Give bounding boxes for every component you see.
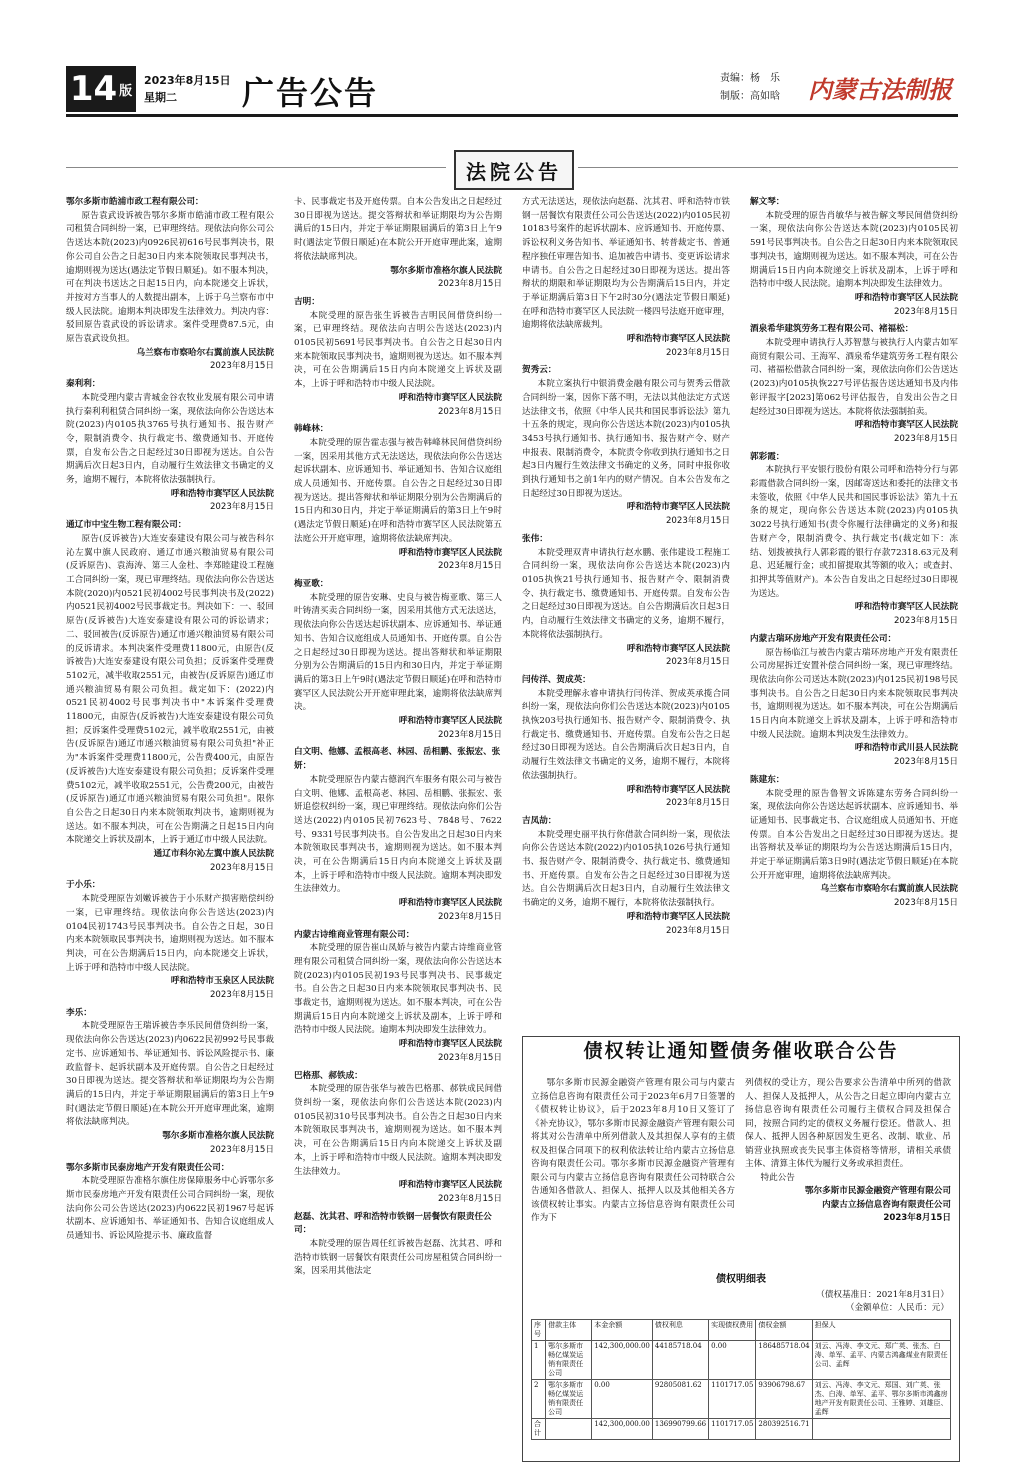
notice-column-4 xyxy=(750,196,958,915)
notice-court: 鄂尔多斯市准格尔旗人民法院 xyxy=(162,1131,274,1142)
table-cell: 1 xyxy=(532,1341,546,1380)
notice-body: 本院受理的原告崔山凤娇与被告内蒙古诗维商业管理有限公司租赁合同纠纷一案，现依法向你公告送达本院(2023)内0105民初193号民事判决书、民事裁定书。自公告之日起30日内来本院领取民事判决书、民事裁定书，逾期则视为送达。如不服本判决，可在公告期满后15日内向本院递交上诉状及副本，上诉于呼和浩特市中级人民法院。逾期本判决即发生法律效力。 xyxy=(294,943,502,1036)
notice-date: 2023年8月15日 xyxy=(665,657,730,668)
notice-addressee: 白文明、他娜、孟根高老、林园、岳相鹏、张振宏、张妍： xyxy=(294,747,501,772)
table-body xyxy=(532,1341,951,1440)
court-notice xyxy=(294,929,502,1066)
notice-body: 原告杨临江与被告内蒙古瑞环房地产开发有限责任公司房屋拆迁安置补偿合同纠纷一案，现已审理终结。现依法向你公司送达本院(2023)内0125民初198号民事判决书。自公告之日起30日内来本院领取民事判决书，逾期则视为送达。如不服本判决，可在公告期满后15日内向本院递交上诉状及副本，上诉于呼和浩特市中级人民法院。逾期本判决发生法律效力。 xyxy=(750,647,958,740)
notice-addressee: 解文琴： xyxy=(750,197,785,207)
section-title: 广告公告 xyxy=(242,74,379,112)
notice-court: 呼和浩特市赛罕区人民法院 xyxy=(854,292,958,303)
notice-addressee: 酒泉希华建筑劳务工程有限公司、褚福松： xyxy=(750,324,914,335)
notice-column-1 xyxy=(66,196,274,1248)
table-cell: 280392516.71 xyxy=(756,1419,812,1440)
debt-transfer-notice xyxy=(522,1036,960,1462)
notice-date: 2023年8月15日 xyxy=(665,347,730,358)
notice-date: 2023年8月15日 xyxy=(893,757,958,768)
court-notice xyxy=(750,633,958,770)
court-notice xyxy=(66,196,274,374)
table-cell: 1101717.05 xyxy=(709,1380,756,1419)
banner-line-right xyxy=(578,167,958,168)
notice-court: 呼和浩特市赛罕区人民法院 xyxy=(398,898,502,909)
notice-date: 2023年8月15日 xyxy=(437,1193,502,1204)
notice-column-3 xyxy=(522,196,730,942)
table-row xyxy=(532,1419,951,1440)
notice-addressee: 赵磊、沈其君、呼和浩特市铁钢一居餐饮有限责任公司： xyxy=(294,1211,492,1236)
notice-body: 本院受理原告准格尔旗住房保障服务中心诉鄂尔多斯市民泰房地产开发有限责任公司合同纠纷一案，现依法向你公司公告送达(2023)内0622民初1967号起诉状副本、应诉通知书、举证通知书、告知合议庭组成人员通知书、诉讼风险提示书、廉政监督 xyxy=(66,1176,274,1242)
notice-body: 本院受理双青申请执行赵水鹏、张伟建设工程施工合同纠纷一案，现依法向你公告送达本院(2023)内0105执恢21号执行通知书、报告财产令、限制消费令、执行裁定书、缴费通知书、开庭传票。自发布公告之日起经过30日即视为送达。自公告期满后次日起3日内，自动履行生效法律文书确定的义务，逾期不履行，本院将依法强制执行。 xyxy=(522,547,730,640)
notice-addressee: 通辽市中宝生物工程有限公司： xyxy=(66,520,187,531)
notice-addressee: 闫传洋、贺成英： xyxy=(522,674,591,685)
notice-court: 呼和浩特市赛罕区人民法院 xyxy=(398,547,502,558)
notice-body: 本院受理的原告霍志强与被告韩峰林民间借贷纠纷一案，因采用其他方式无法送达，现依法向你公告送达起诉状副本、应诉通知书、举证通知书、告知合议庭组成人员通知书、开庭传票。自公告之日起经过30日即视为送达。提出答辩状和举证期限分别为公告期满后的15日内和30日内，并定于举证期满后的第3日上午9时(遇法定节假日顺延)在呼和浩特市赛罕区人民法院第五法庭公开开庭审理，逾期将依法缺席判决。 xyxy=(294,437,502,544)
notice-court: 呼和浩特市赛罕区人民法院 xyxy=(398,1180,502,1191)
notice-date: 2023年8月15日 xyxy=(893,898,958,909)
table-header-cell: 担保人 xyxy=(812,1320,950,1341)
table-cell: 刘云、冯涛、李文元、郑国、刘广英、张杰、白涛、单军、孟平、鄂尔多斯市鸿鑫房地产开发有限责任公司、王雅婷、刘雄臣、孟辉 xyxy=(812,1380,950,1419)
table-header-row xyxy=(532,1320,951,1341)
table-cell: 92805081.62 xyxy=(652,1380,708,1419)
notice-date: 2023年8月15日 xyxy=(893,616,958,627)
notice-body: 本院受理的原告张生诉被告吉明民间借贷纠纷一案，已审理终结。现依法向吉明公告送达(2023)内0105民初5691号民事判决书。自公告之日起30日内来本院领取民事判决书，逾期则视为送达。如不服本判决，可在公告期满后15日内向本院递交上诉状及副本，上诉于呼和浩特市中级人民法院。 xyxy=(294,310,502,390)
notice-addressee: 吉明： xyxy=(294,296,320,307)
notice-addressee: 内蒙古瑞环房地产开发有限责任公司： xyxy=(750,633,897,644)
notice-date: 2023年8月15日 xyxy=(209,361,274,372)
notice-body: 本院受理的原告安琳、史良与被告梅亚歌、第三人叶铸清买卖合同纠纷一案，因采用其他方式无法送达，现依法向你公告送达起诉状副本、应诉通知书、举证通知书、告知合议庭组成人员通知书、开庭传票。自公告之日起经过30日即视为送达。提出答辩状和举证期限分别为公告期满后的15日内和30日内，并定于举证期满后的第3日上午9时(遇法定节假日顺延)在呼和浩特市赛罕区人民法院公开开庭审理此案，逾期将依法缺席判决。 xyxy=(294,592,502,713)
table-cell: 0.00 xyxy=(709,1341,756,1380)
notice-addressee: 贺秀云： xyxy=(522,365,557,376)
court-notice xyxy=(522,364,730,528)
table-cell: 刘云、冯涛、李文元、郑广英、张杰、白涛、单军、孟平、内蒙古鸿鑫煤业有限责任公司、孟辉 xyxy=(812,1341,950,1380)
notice-date: 2023年8月15日 xyxy=(209,502,274,513)
court-notice xyxy=(66,519,274,875)
notice-court: 呼和浩特市赛罕区人民法院 xyxy=(626,643,730,654)
issue-date xyxy=(144,72,231,106)
notice-court: 呼和浩特市赛罕区人民法院 xyxy=(398,716,502,727)
notice-body: 本院受理原告刘嫩诉被告于小乐财产损害赔偿纠纷一案，已审理终结。现依法向你公告送达(2023)内0104民初1743号民事判决书。自公告之日起，30日内来本院领取民事判决书，逾期则视为送达。如不服本判决，可在公告期满后15日内，向本院递交上诉状，上诉于呼和浩特市中级人民法院。 xyxy=(66,894,274,973)
schedule-title: 债权明细表 xyxy=(716,1274,766,1285)
notice-court: 乌兰察布市察哈尔右翼前旗人民法院 xyxy=(820,884,958,895)
notice-body: 本院执行平安银行股份有限公司呼和浩特分行与郭彩霞借款合同纠纷一案，因邮寄送达和委托的法律文书未签收，依照《中华人民共和国民事诉讼法》第九十五条的规定，现向你公告送达本院(2023)内0105执3022号执行通知书(责令你履行法律确定的义务)和报告财产令，限制消费令、执行裁定书(裁定如下：冻结、划拨被执行人郭彩霞的银行存款72318.63元及利息、迟延履行金；或扣留提取其等额的收入；或查封、扣押其等值财产)。本公告自发出之日起经过30日即视为送达。 xyxy=(750,465,958,599)
notice-court: 呼和浩特市赛罕区人民法院 xyxy=(626,334,730,345)
table-cell: 142,300,000.00 xyxy=(592,1419,653,1440)
date-text: 2023年8月15日 xyxy=(144,74,231,87)
notice-court: 呼和浩特市赛罕区人民法院 xyxy=(626,502,730,513)
notice-addressee: 梅亚歌： xyxy=(294,578,329,589)
table-cell: 合计 xyxy=(532,1419,546,1440)
header-rule xyxy=(66,114,958,117)
notice-body: 本院受理解永睿申请执行闫传洋、贺成英承揽合同纠纷一案，现依法向你们公告送达本院(2023)内0105执恢203号执行通知书、报告财产令、限制消费令、执行裁定书、缴费通知书、开庭传票。自发布公告之日起经过30日即视为送达。自公告期满后次日起3日内，自动履行生效法律文书确定的义务，逾期不履行，本院将依法强制执行。 xyxy=(522,688,730,781)
table-row xyxy=(532,1341,951,1380)
debt-notice-signer-1: 鄂尔多斯市民源金融资产管理有限公司 xyxy=(804,1186,951,1196)
table-row xyxy=(532,1380,951,1419)
notice-date: 2023年8月15日 xyxy=(665,925,730,936)
notice-body: 本院受理的原告肖敏华与被告解文琴民间借贷纠纷一案，现依法向你公告送达本院(2023)内0105民初591号民事判决书。自公告之日起30日内来本院领取民事判决书，逾期则视为送达。如不服本判决，可在公告期满后15日内向本院递交上诉状及副本，上诉于呼和浩特市中级人民法院。逾期本判决即发生法律效力。 xyxy=(750,210,958,290)
notice-date: 2023年8月15日 xyxy=(893,433,958,444)
notice-date: 2023年8月15日 xyxy=(665,798,730,809)
debt-notice-left: 鄂尔多斯市民源金融资产管理有限公司与内蒙古立扬信息咨询有限责任公司于2023年6月7日签署的《债权转让协议》，后于2023年8月10日又签订了《补充协议》，鄂尔多斯市民源金融资产管理有限公司将其对公告清单中所列借款人及其担保人享有的主债权及担保合同项下的权利依法转让给内蒙古立扬信息咨询有限责任公司。鄂尔多斯市民源金融资产管理有限公司与内蒙古立扬信息咨询有限责任公司特联合公告通知各借款人、担保人、抵押人以及其他相关各方该债权转让事实。内蒙古立扬信息咨询有限责任公司作为下 xyxy=(531,1078,735,1223)
court-notice xyxy=(522,815,730,938)
notice-date: 2023年8月15日 xyxy=(893,306,958,317)
notice-body: 本院受理的原告周任红诉被告赵磊、沈其君、呼和浩特市铁钢一居餐饮有限责任公司房屋租赁合同纠纷一案，因采用其他法定 xyxy=(294,1239,502,1277)
schedule-base-date: （债权基准日：2021年8月31日） xyxy=(816,1290,949,1300)
debt-notice-signer-2: 内蒙古立扬信息咨询有限责任公司 xyxy=(822,1199,951,1210)
schedule-meta xyxy=(816,1289,949,1315)
debt-notice-date: 2023年8月15日 xyxy=(883,1213,951,1223)
court-notice xyxy=(294,746,502,924)
court-notice xyxy=(522,196,730,360)
court-notice xyxy=(66,1162,274,1244)
debt-notice-right-text: 列债权的受让方，现公告要求公告清单中所列的借款人、担保人及抵押人，从公告之日起立即向内蒙古立扬信息咨询有限责任公司履行主债权合同及担保合同，按照合同约定的债权义务履行偿还。借款人、担保人、抵押人因各种原因发生更名、改制、歇业、吊销营业执照或丧失民事主体资格等情形，请相关承债主体、清算主体代为履行义务或承担责任。 xyxy=(745,1078,951,1169)
debt-notice-right xyxy=(745,1077,951,1226)
notice-court: 呼和浩特市玉泉区人民法院 xyxy=(170,976,274,987)
table-cell: 1101717.05 xyxy=(709,1419,756,1440)
notice-addressee: 张伟： xyxy=(522,533,548,544)
schedule-unit: （金额单位：人民币：元） xyxy=(845,1303,949,1313)
table-header-cell: 本金余额 xyxy=(592,1320,653,1341)
table-cell xyxy=(812,1419,950,1440)
debt-notice-closing: 特此公告 xyxy=(760,1172,795,1183)
banner-line-left xyxy=(66,167,446,168)
court-notice xyxy=(66,378,274,515)
table-cell: 鄂尔多斯市畅亿煤炭运销有限责任公司 xyxy=(546,1341,592,1380)
court-notice xyxy=(750,774,958,911)
notice-court: 呼和浩特市赛罕区人民法院 xyxy=(626,784,730,795)
editor-text: 责编：杨 乐 xyxy=(720,73,780,84)
notice-addressee: 秦利利： xyxy=(66,379,101,390)
table-header-cell: 借款主体 xyxy=(546,1320,592,1341)
court-notice xyxy=(294,578,502,742)
notice-body: 本院受理的原告张华与被告巴格那、郝铁成民间借贷纠纷一案，现依法向你们公告送达本院(2023)内0105民初310号民事判决书。自公告之日起30日内来本院领取民事判决书，逾期则视为送达。如不服本判决，可在公告期满后15日内向本院递交上诉状及副本，上诉于呼和浩特市中级人民法院。逾期本判决即发生法律效力。 xyxy=(294,1084,502,1177)
court-notice xyxy=(750,196,958,319)
court-notice xyxy=(750,323,958,446)
table-cell: 0.00 xyxy=(592,1380,653,1419)
court-notice xyxy=(294,296,502,419)
notice-court: 呼和浩特市赛罕区人民法院 xyxy=(398,392,502,403)
court-notice xyxy=(522,674,730,811)
debt-notice-title: 债权转让通知暨债务催收联合公告 xyxy=(583,1040,899,1062)
notice-body: 方式无法送达，现依法向赵磊、沈其君、呼和浩特市铁钢一居餐饮有限责任公司公告送达(2022)内0105民初10183号案件的起诉状副本、应诉通知书、开庭传票、诉讼权利义务告知书、举证通知书、转普裁定书、普通程序独任审理告知书、追加被告申请书、变更诉讼请求申请书。自公告之日起经过30日即视为送达。提出答辩状的期限和举证期限均为公告期满后15日内，并定于举证期满后第3日下午2时30分(遇法定节假日顺延)在呼和浩特市赛罕区人民法院一楼四号法庭开庭审理，逾期将依法缺席裁判。 xyxy=(522,197,730,331)
notice-body: 本院受理申请执行人苏智慧与被执行人内蒙古如军商贸有限公司、王海军、酒泉希华建筑劳务工程有限公司、褚福松借款合同纠纷一案，现依法向你们公告送达(2023)内0105执恢227号评估报告送达通知书及内伟彰评报字[2023]第062号评估报告，自发出公告之日起经过30日即视为送达。本院将依法强制拍卖。 xyxy=(750,338,958,417)
notice-date: 2023年8月15日 xyxy=(209,1144,274,1155)
notice-addressee: 李乐： xyxy=(66,1007,92,1018)
notice-body: 原告袁武设诉被告鄂尔多斯市皓浦市政工程有限公司租赁合同纠纷一案，已审理终结。现依法向你公司公告送达本院(2023)内0926民初616号民事判决书，限你公司自公告之日起30日内来本院领取民事判决书，逾期则视为送达(遇法定节假日顺延)。如不服本判决，可在判决书送达之日起15日内，向本院递交上诉状，并按对方当事人的人数提出副本，上诉于乌兰察布市中级人民法院。逾期本判决即发生法律效力。判决内容：驳回原告袁武设的诉讼请求。案件受理费87.5元，由原告袁武设负担。 xyxy=(66,210,274,345)
court-notice xyxy=(66,879,274,1002)
notice-addressee: 韩峰林： xyxy=(294,424,329,435)
notice-date: 2023年8月15日 xyxy=(437,1052,502,1063)
notice-date: 2023年8月15日 xyxy=(437,729,502,740)
notice-court: 呼和浩特市赛罕区人民法院 xyxy=(398,1039,502,1050)
notice-addressee: 吉凤劼： xyxy=(522,815,557,826)
table-cell: 136990799.66 xyxy=(652,1419,708,1440)
notice-body: 本院受理内蒙古青城金谷农牧业发展有限公司申请执行秦利利租赁合同纠纷一案，现依法向你公告送达本院(2023)内0105执3765号执行通知书、报告财产令，限制消费令、执行裁定书、缴费通知书、开庭传票，自发布公告之日起经过30日即视为送达。自公告期满后次日起3日内，自动履行生效法律文书确定的义务，逾期不履行，本院将依法强制执行。 xyxy=(66,392,274,486)
debt-schedule-table xyxy=(531,1319,951,1440)
weekday-text: 星期二 xyxy=(144,91,177,104)
notice-date: 2023年8月15日 xyxy=(437,406,502,417)
page-number xyxy=(66,66,136,112)
table-cell: 186485718.04 xyxy=(756,1341,812,1380)
notice-body: 原告(反诉被告)大连安泰建设有限公司与被告科尔沁左翼中旗人民政府、通辽市通兴粮油贸易有限公司(反诉原告)、袁海涛、第三人金杜、李郑睦建设工程施工合同纠纷一案，现已审理终结。现依法向你公告送达本院(2020)内0521民初4002号民事判决书及(2022)内0521民初4002号民事裁定书。判决如下：一、驳回原告(反诉被告)大连安泰建设有限公司的诉讼请求；二、驳回被告(反诉原告)通辽市通兴粮油贸易有限公司的反诉请求。本判决案件受理费11800元，由原告(反诉被告)大连安泰建设有限公司负担；反诉案件受理费5102元，减半收取2551元，由被告(反诉原告)通辽市通兴粮油贸易有限公司负担。裁定如下：(2022)内0521民初4002号民事判决书中"本诉案件受理费11800元，由原告(反诉被告)大连安泰建设有限公司负担；反诉案件受理费5102元，减半收取2551元，由被告(反诉原告)通辽市通兴粮油贸易有限公司负担"补正为"本诉案件受理费11800元，公告费400元，由原告(反诉被告)大连安泰建设有限公司负担；反诉案件受理费5102元，减半收取2551元，公告费200元，由被告(反诉原告)通辽市通兴粮油贸易有限公司负担"。限你自公告之日起30日内来本院领取判决书，逾期则视为送达。如不服本判决，可在公告期满之日起15日内向本院递交上诉状及副本，上诉于通辽市中级人民法院。 xyxy=(66,533,274,846)
notice-date: 2023年8月15日 xyxy=(209,990,274,1001)
notice-addressee: 于小乐： xyxy=(66,880,101,891)
notice-court: 鄂尔多斯市准格尔旗人民法院 xyxy=(390,265,502,276)
court-notice-banner: 法院公告 xyxy=(454,150,574,190)
producer-text: 制版：高如晗 xyxy=(720,91,780,102)
table-header-cell: 债权利息 xyxy=(652,1320,708,1341)
notice-court: 呼和浩特市赛罕区人民法院 xyxy=(170,488,274,499)
notice-date: 2023年8月15日 xyxy=(437,911,502,922)
notice-body: 本院受理的原告鲁智文诉陈建东劳务合同纠纷一案，现依法向你公告送达起诉状副本、应诉通知书、举证通知书、民事裁定书、合议庭组成人员通知书、开庭传票。自本公告发出之日起经过30日即视为送达。提出答辩状及举证的期限均为公告送达期满后15日内，并定于举证期满后第3日9时(遇法定节假日顺延)在本院公开开庭审理，逾期将依法缺席判决。 xyxy=(750,788,958,881)
notice-addressee: 巴格那、郝铁成： xyxy=(294,1070,363,1081)
court-notice xyxy=(66,1007,274,1158)
notice-court: 通辽市科尔沁左翼中旗人民法院 xyxy=(153,849,274,860)
page-number-value: 14 xyxy=(69,69,118,109)
notice-court: 呼和浩特市赛罕区人民法院 xyxy=(854,602,958,613)
notice-body: 本院受理史丽平执行你借款合同纠纷一案，现依法向你公告送达本院(2022)内0105执1026号执行通知书、报告财产令、限制消费令、执行裁定书、缴费通知书、开庭传票。自发布公告之日起经过30日即视为送达。自公告期满后次日起3日内，自动履行生效法律文书确定的义务，逾期不履行，本院将依法强制执行。 xyxy=(522,829,730,909)
court-notice xyxy=(294,423,502,574)
table-cell: 鄂尔多斯市畅亿煤炭运销有限责任公司 xyxy=(546,1380,592,1419)
editors xyxy=(720,70,780,106)
table-header-cell: 序号 xyxy=(532,1320,546,1341)
table-cell xyxy=(546,1419,592,1440)
notice-body: 本院受理原告王瑞诉被告李乐民间借贷纠纷一案，现依法向你公告送达(2023)内0622民初992号民事裁定书、应诉通知书、举证通知书、诉讼风险提示书、廉政监督卡、起诉状副本及开庭传票。自公告之日起经过30日即视为送达。提交答辩状和举证期限均为公告期满后的15日内，并定于举证期限届满后的第3日上午9时(遇法定节假日顺延)在本院公开开庭审理此案，逾期将依法缺席判决。 xyxy=(66,1021,274,1128)
notice-addressee: 陈建东： xyxy=(750,774,785,785)
page-header xyxy=(66,66,958,112)
table-cell: 142,300,000.00 xyxy=(592,1341,653,1380)
table-cell: 93906798.67 xyxy=(756,1380,812,1419)
court-notice xyxy=(294,1211,502,1280)
court-notice xyxy=(750,451,958,629)
notice-court: 乌兰察布市察哈尔右翼前旗人民法院 xyxy=(136,347,274,358)
notice-body: 卡、民事裁定书及开庭传票。自本公告发出之日起经过30日即视为送达。提交答辩状和举证期限均为公告期满后的15日内，并定于举证期限届满后的第3日上午9时(遇法定节假日顺延)在本院公开开庭审理此案，逾期将依法缺席判决。 xyxy=(294,197,502,262)
notice-date: 2023年8月15日 xyxy=(665,516,730,527)
notice-date: 2023年8月15日 xyxy=(437,279,502,290)
table-cell: 2 xyxy=(532,1380,546,1419)
notice-addressee: 鄂尔多斯市皓浦市政工程有限公司： xyxy=(66,197,204,207)
notice-date: 2023年8月15日 xyxy=(209,862,274,873)
table-header-cell: 债权金额 xyxy=(756,1320,812,1341)
notice-addressee: 内蒙古诗维商业管理有限公司： xyxy=(294,929,415,940)
notice-body: 本院受理原告内蒙古德润汽车服务有限公司与被告白文明、他娜、孟根高老、林园、岳相鹏、张振宏、张妍追偿权纠纷一案，现已审理终结。现依法向你们公告送达(2022)内0105民初7623号、7848号、7622号、9331号民事判决书。自公告发出之日起30日内来本院领取民事判决书，逾期则视为送达。如不服本判决，可在公告期满后15日内向本院递交上诉状及副本，上诉于呼和浩特市中级人民法院。逾期本判决即发生法律效力。 xyxy=(294,774,502,895)
court-notice xyxy=(294,196,502,292)
table-header-cell: 实现债权费用 xyxy=(709,1320,756,1341)
notice-court: 呼和浩特市赛罕区人民法院 xyxy=(626,911,730,922)
court-notice xyxy=(294,1070,502,1207)
notice-date: 2023年8月15日 xyxy=(437,561,502,572)
table-cell: 44185718.04 xyxy=(652,1341,708,1380)
notice-column-2 xyxy=(294,196,502,1283)
court-notice xyxy=(522,533,730,670)
notice-court: 呼和浩特市武川县人民法院 xyxy=(854,743,958,754)
notice-court: 呼和浩特市赛罕区人民法院 xyxy=(854,420,958,431)
newspaper-masthead: 内蒙古法制报 xyxy=(808,75,952,104)
page-suffix: 版 xyxy=(119,83,133,99)
notice-addressee: 鄂尔多斯市民泰房地产开发有限责任公司： xyxy=(66,1162,230,1173)
notice-body: 本院立案执行中银消费金融有限公司与贺秀云借款合同纠纷一案，因你下落不明，无法以其他法定方式送达法律文书，依照《中华人民共和国民事诉讼法》第九十五条的规定，现向你公告送达本院(2023)内0105执3453号执行通知书、执行通知书、报告财产令、财产申报表、限制消费令，本院责令你收到执行通知书之日起3日内履行生效法律文书确定的义务，同时申报你收到执行通知书之前1年内的财产情况。自本公告发布之日起经过30日即视为送达。 xyxy=(522,379,730,499)
notice-addressee: 郭彩霞： xyxy=(750,451,785,462)
